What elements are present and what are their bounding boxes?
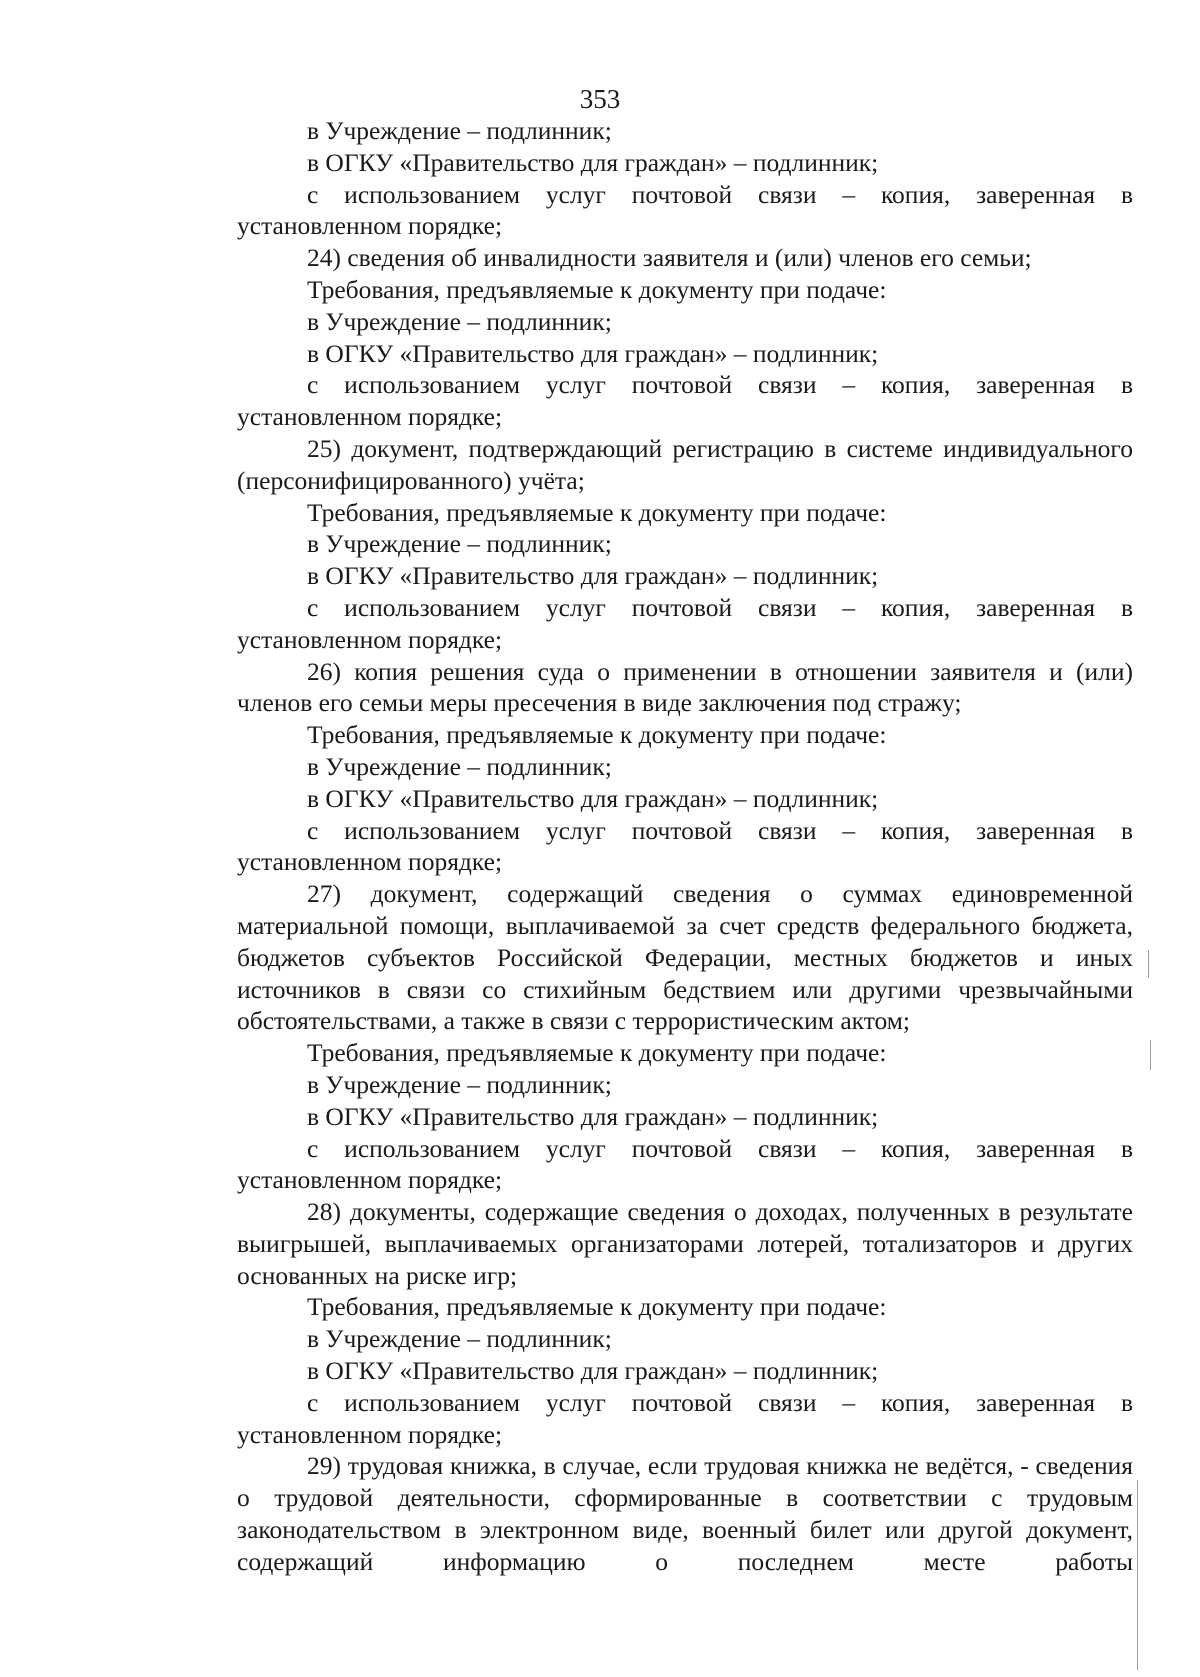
paragraph: в ОГКУ «Правительство для граждан» – подлинник;: [307, 338, 879, 368]
paragraph: в ОГКУ «Правительство для граждан» – подлинник;: [307, 561, 879, 591]
paragraph: 27) документ, содержащий сведения о суммах единовременной материальной помощи, выплачиваемой за счет средств федерального бюджета, бюджетов субъектов Российской Федерации, местных бюджетов и иных источников в связи со стихийным бедствием или другими чрезвычайными обстоятельствами, а также в связи с террористическим актом;: [237, 879, 1133, 1036]
paragraph: в ОГКУ «Правительство для граждан» – подлинник;: [307, 147, 879, 177]
paragraph: Требования, предъявляемые к документу при подаче:: [307, 720, 887, 750]
paragraph: Требования, предъявляемые к документу при подаче:: [307, 497, 887, 527]
paragraph: 24) сведения об инвалидности заявителя и (или) членов его семьи;: [307, 243, 1032, 273]
paragraph: 28) документы, содержащие сведения о доходах, полученных в результате выигрышей, выплачиваемых организаторами лотерей, тотализаторов и других основанных на риске игр;: [237, 1197, 1133, 1290]
paragraph: 29) трудовая книжка, в случае, если трудовая книжка не ведётся, - сведения о трудовой деятельности, сформированные в соответствии с трудовым законодательством в электронном виде, военный билет или другой документ, содержащий информацию о последнем месте работы: [237, 1451, 1133, 1576]
paragraph: в Учреждение – подлинник;: [307, 751, 612, 781]
page-number: 353: [579, 84, 621, 114]
paragraph: Требования, предъявляемые к документу при подаче:: [307, 1292, 887, 1322]
paragraph: с использованием услуг почтовой связи – копия, заверенная в установленном порядке;: [237, 1133, 1133, 1195]
document-body: [237, 115, 1133, 1578]
paragraph: с использованием услуг почтовой связи – копия, заверенная в установленном порядке;: [237, 592, 1133, 654]
scan-margin-line: [1150, 1040, 1151, 1070]
paragraph: 26) копия решения суда о применении в отношении заявителя и (или) членов его семьи меры пресечения в виде заключения под стражу;: [237, 656, 1133, 718]
paragraph: с использованием услуг почтовой связи – копия, заверенная в установленном порядке;: [237, 179, 1133, 241]
paragraph: в Учреждение – подлинник;: [307, 529, 612, 559]
paragraph: Требования, предъявляемые к документу при подаче:: [307, 274, 887, 304]
paragraph: Требования, предъявляемые к документу при подаче:: [307, 1038, 887, 1068]
paragraph: в Учреждение – подлинник;: [307, 1069, 612, 1099]
paragraph: в ОГКУ «Правительство для граждан» – подлинник;: [307, 1356, 879, 1386]
scan-margin-line: [1148, 950, 1149, 978]
scan-margin-line: [1137, 1480, 1138, 1670]
paragraph: в ОГКУ «Правительство для граждан» – подлинник;: [307, 1101, 879, 1131]
paragraph: с использованием услуг почтовой связи – копия, заверенная в установленном порядке;: [237, 815, 1133, 877]
paragraph: с использованием услуг почтовой связи – копия, заверенная в установленном порядке;: [237, 1387, 1133, 1449]
paragraph: в Учреждение – подлинник;: [307, 1324, 612, 1354]
paragraph: в Учреждение – подлинник;: [307, 306, 612, 336]
paragraph: в ОГКУ «Правительство для граждан» – подлинник;: [307, 783, 879, 813]
paragraph: с использованием услуг почтовой связи – копия, заверенная в установленном порядке;: [237, 370, 1133, 432]
paragraph: 25) документ, подтверждающий регистрацию в системе индивидуального (персонифицированного) учёта;: [237, 433, 1133, 495]
paragraph: в Учреждение – подлинник;: [307, 116, 612, 145]
